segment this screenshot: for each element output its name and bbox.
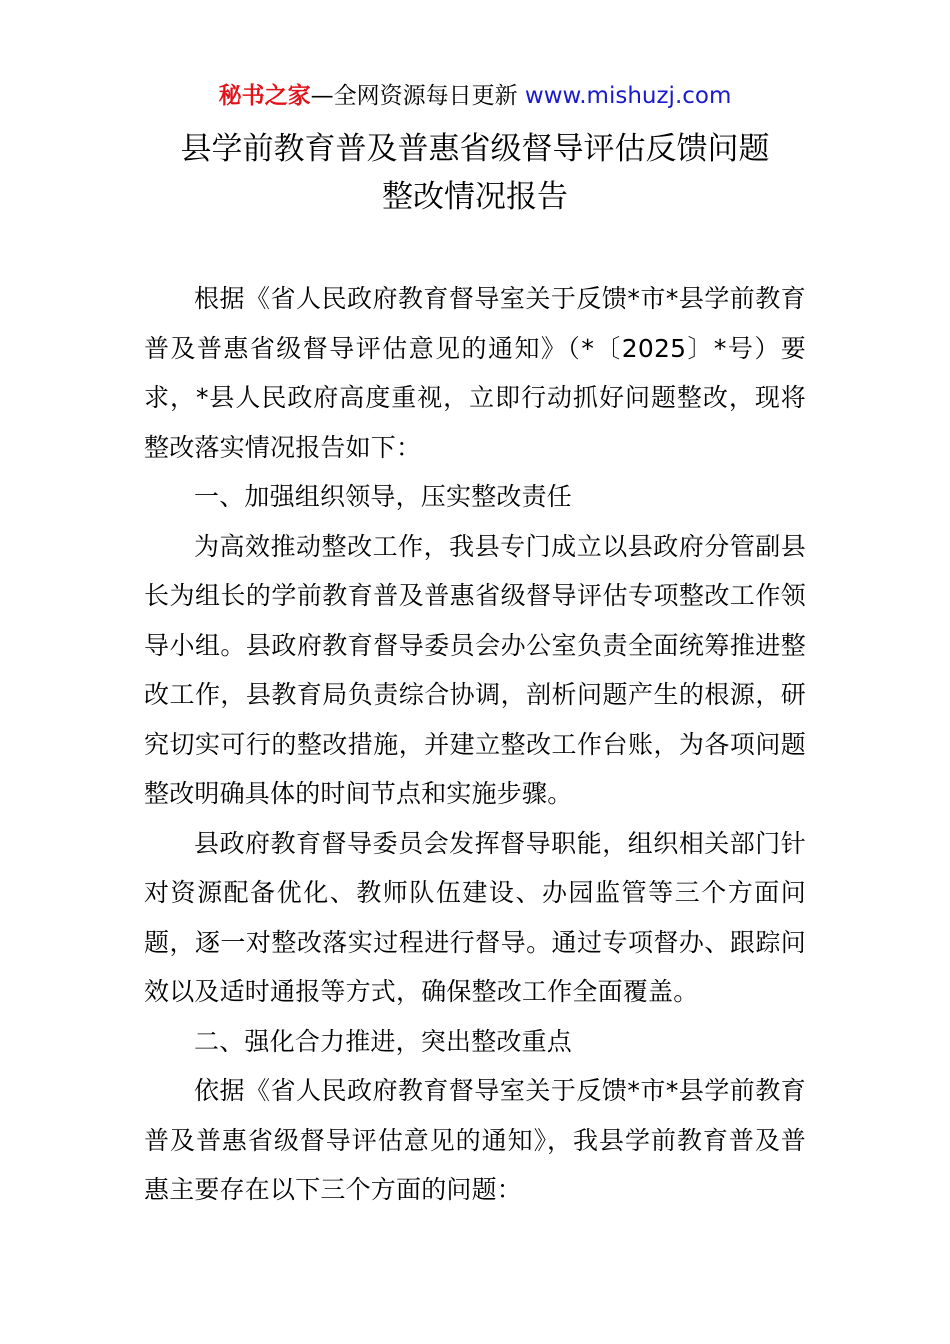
document-title-line-1: 县学前教育普及普惠省级督导评估反馈问题 — [180, 131, 770, 167]
paragraph-section1-b: 县政府教育督导委员会发挥督导职能，组织相关部门针对资源配备优化、教师队伍建设、办园监管等三个方面问题，逐一对整改落实过程进行督导。通过专项督办、跟踪问效以及适时通报等方式，确保整改工作全面覆盖。 — [144, 828, 806, 1006]
banner-url-link[interactable]: www.mishuzj.com — [524, 83, 732, 109]
paragraph-section1-a: 为高效推动整改工作，我县专门成立以县政府分管副县长为组长的学前教育普及普惠省级督导评估专项整改工作领导小组。县政府教育督导委员会办公室负责全面统筹推进整改工作，县教育局负责综合协调，剖析问题产生的根源，研究切实可行的整改措施，并建立整改工作台账，为各项问题整改明确具体的时间节点和实施步骤。 — [144, 531, 806, 808]
section-heading-1: 一、加强组织领导，压实整改责任 — [194, 482, 573, 511]
document-body — [144, 274, 806, 1215]
section-heading-2: 二、强化合力推进，突出整改重点 — [194, 1026, 573, 1056]
banner-brand: 秘书之家 — [218, 83, 311, 109]
paragraph-intro: 根据《省人民政府教育督导室关于反馈*市*县学前教育普及普惠省级督导评估意见的通知》（*〔2025〕*号）要求，*县人民政府高度重视，立即行动抓好问题整改，现将整改落实情况报告如下： — [144, 284, 806, 462]
paragraph-section2-a: 依据《省人民政府教育督导室关于反馈*市*县学前教育普及普惠省级督导评估意见的通知》，我县学前教育普及普惠主要存在以下三个方面的问题： — [144, 1076, 806, 1204]
document-title-line-2: 整改情况报告 — [382, 179, 568, 215]
banner-tagline: —全网资源每日更新 — [310, 83, 525, 109]
site-banner — [0, 80, 950, 112]
